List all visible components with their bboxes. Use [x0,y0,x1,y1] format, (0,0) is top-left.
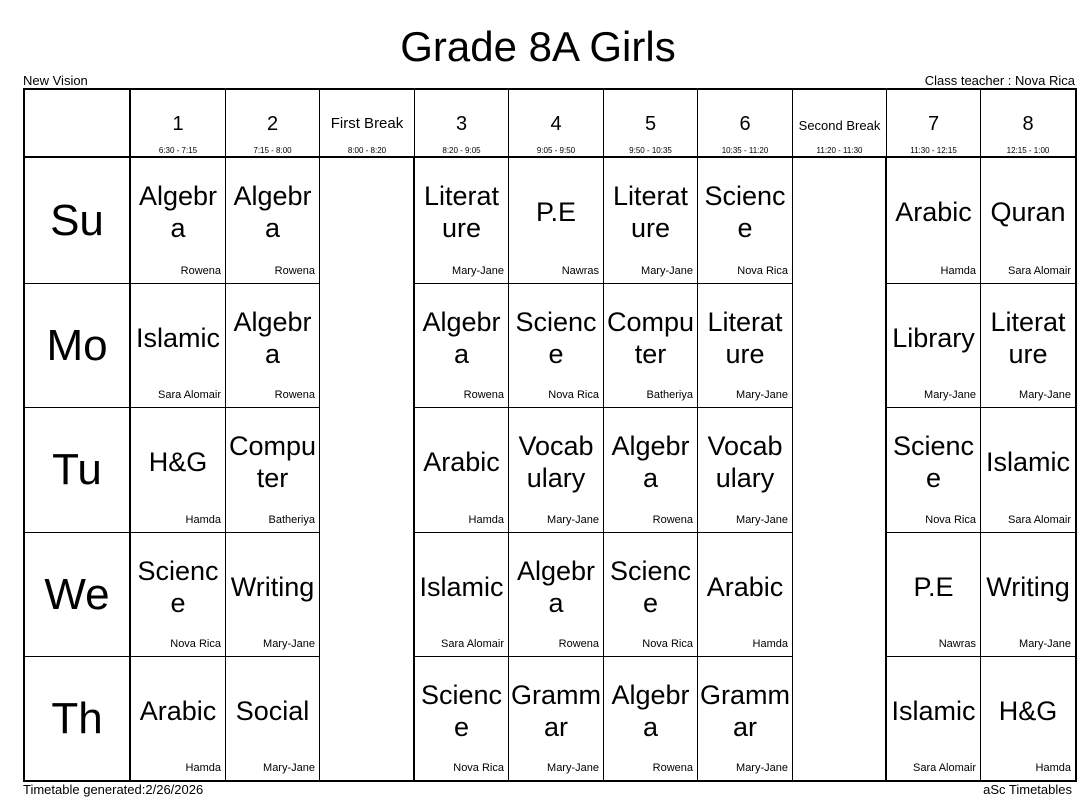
lesson-subject: Writing [986,572,1070,602]
lesson-teacher: Mary-Jane [1019,638,1071,650]
lesson-subject: P.E [535,197,577,227]
timetable-grid [23,88,1077,782]
lesson-subject: Islamic [135,323,220,353]
lesson-teacher: Mary-Jane [641,265,693,277]
lesson-teacher: Rowena [180,265,221,277]
period-header [980,90,1075,158]
lesson-subject: Social [235,696,310,726]
lesson-subject: Science [515,307,597,369]
lesson-subject: Arabic [139,696,217,726]
lesson-subject: Algebra [611,680,690,742]
lesson-subject: Islamic [419,572,504,602]
lesson-subject: Literature [423,181,500,243]
period-label: 1 [172,113,184,135]
period-time: 10:35 - 11:20 [721,146,769,155]
lesson-teacher: Mary-Jane [736,389,788,401]
lesson-subject: Algebra [516,556,596,618]
lesson-subject: Computer [228,431,317,493]
lesson-teacher: Rowena [652,762,693,774]
day-label: Su [25,158,130,283]
period-label: 2 [266,113,279,135]
lesson-teacher: Sara Alomair [441,638,504,650]
lesson-cell [603,283,697,407]
lesson-cell [980,532,1075,656]
lesson-teacher: Mary-Jane [1019,389,1071,401]
lesson-teacher: Mary-Jane [736,762,788,774]
lesson-cell [886,656,980,780]
lesson-teacher: Batheriya [268,514,315,526]
lesson-subject: Arabic [895,197,972,227]
lesson-cell [697,283,792,407]
lesson-subject: Algebra [611,431,690,493]
lesson-teacher: Mary-Jane [263,762,315,774]
lesson-subject: Science [892,431,975,493]
period-label: 3 [455,113,468,135]
lesson-cell [603,532,697,656]
lesson-teacher: Hamda [1035,762,1071,774]
period-time: 6:30 - 7:15 [158,146,198,155]
lesson-cell [225,158,319,283]
lesson-cell [508,407,603,532]
lesson-teacher: Rowena [274,389,315,401]
lesson-cell [697,158,792,283]
lesson-cell [980,407,1075,532]
lesson-cell [508,283,603,407]
lesson-teacher: Batheriya [646,389,693,401]
lesson-teacher: Rowena [463,389,504,401]
period-time: 9:05 - 9:50 [536,146,576,155]
lesson-teacher: Nova Rica [737,265,788,277]
day-label: Th [25,656,130,780]
lesson-subject: Computer [606,307,695,369]
period-time: 8:20 - 9:05 [442,146,481,155]
period-time: 12:15 - 1:00 [1006,146,1050,155]
lesson-subject: Grammar [700,680,790,742]
lesson-teacher: Hamda [185,514,221,526]
day-label: Mo [25,283,130,407]
lesson-teacher: Rowena [652,514,693,526]
lesson-teacher: Hamda [468,514,504,526]
lesson-subject: Literature [990,307,1066,369]
lesson-cell [414,532,508,656]
period-time: 8:00 - 8:20 [347,146,387,155]
lesson-cell [697,407,792,532]
lesson-teacher: Mary-Jane [924,389,976,401]
lesson-cell [225,407,319,532]
lesson-subject: Quran [990,197,1066,227]
period-header [603,90,697,158]
lesson-subject: Vocabulary [707,431,783,493]
lesson-teacher: Hamda [940,265,976,277]
lesson-cell [414,407,508,532]
lesson-subject: Arabic [423,447,500,477]
lesson-subject: Vocabulary [518,431,594,493]
lesson-cell [508,656,603,780]
school-name: New Vision [23,73,88,88]
lesson-cell [414,656,508,780]
lesson-teacher: Rowena [558,638,599,650]
lesson-teacher: Mary-Jane [452,265,504,277]
class-teacher: Class teacher : Nova Rica [924,73,1075,88]
lesson-subject: H&G [148,447,208,477]
page-title: Grade 8A Girls [400,23,676,70]
lesson-subject: Algebra [233,181,312,243]
lesson-subject: Islamic [891,696,976,726]
lesson-cell [980,158,1075,283]
break-column [319,158,414,780]
lesson-teacher: Nova Rica [548,389,599,401]
period-header [130,90,225,158]
lesson-cell [225,656,319,780]
lesson-teacher: Rowena [274,265,315,277]
period-label: 8 [1022,113,1034,135]
lesson-teacher: Hamda [752,638,788,650]
lesson-cell [697,656,792,780]
lesson-teacher: Sara Alomair [158,389,221,401]
period-label: Second Break [798,118,881,133]
period-time: 11:20 - 11:30 [816,146,863,155]
lesson-teacher: Mary-Jane [547,514,599,526]
period-label: First Break [330,115,404,132]
break-header [792,90,886,158]
lesson-cell [603,656,697,780]
lesson-teacher: Nova Rica [642,638,693,650]
lesson-subject: P.E [913,572,954,602]
lesson-subject: Science [704,181,786,243]
period-header [697,90,792,158]
lesson-teacher: Nawras [561,265,599,277]
lesson-cell [414,283,508,407]
period-label: 5 [644,113,657,135]
generated-date: Timetable generated:2/26/2026 [23,782,204,797]
lesson-teacher: Mary-Jane [736,514,788,526]
lesson-cell [697,532,792,656]
lesson-cell [886,283,980,407]
lesson-cell [508,532,603,656]
lesson-teacher: Nova Rica [170,638,221,650]
lesson-subject: H&G [998,696,1058,726]
lesson-cell [130,283,225,407]
lesson-cell [886,158,980,283]
lesson-cell [130,532,225,656]
period-header [225,90,319,158]
lesson-cell [130,158,225,283]
lesson-cell [508,158,603,283]
lesson-subject: Arabic [706,572,784,602]
lesson-cell [414,158,508,283]
lesson-subject: Literature [707,307,783,369]
period-time: 9:50 - 10:35 [629,146,672,155]
lesson-subject: Islamic [985,447,1070,477]
lesson-subject: Algebra [422,307,501,369]
day-label: Tu [25,407,130,532]
period-label: 6 [739,113,751,135]
lesson-subject: Grammar [511,680,601,742]
header-corner [25,90,130,158]
lesson-cell [130,407,225,532]
lesson-teacher: Sara Alomair [1008,514,1071,526]
lesson-cell [603,407,697,532]
lesson-subject: Library [892,323,975,353]
period-header [886,90,980,158]
lesson-cell [225,283,319,407]
period-header [414,90,508,158]
lesson-cell [225,532,319,656]
lesson-cell [886,532,980,656]
lesson-teacher: Mary-Jane [547,762,599,774]
period-header [508,90,603,158]
period-label: 4 [550,113,562,135]
lesson-subject: Science [609,556,692,618]
lesson-subject: Science [137,556,219,618]
lesson-teacher: Nova Rica [925,514,976,526]
day-label: We [25,532,130,656]
lesson-teacher: Nawras [938,638,976,650]
lesson-cell [130,656,225,780]
period-time: 7:15 - 8:00 [253,146,292,155]
lesson-cell [980,283,1075,407]
lesson-subject: Algebra [233,307,312,369]
brand-label: aSc Timetables [983,782,1072,797]
lesson-subject: Algebra [138,181,218,243]
lesson-teacher: Hamda [185,762,221,774]
lesson-teacher: Nova Rica [453,762,504,774]
lesson-cell [603,158,697,283]
lesson-subject: Science [420,680,503,742]
lesson-subject: Writing [230,572,315,602]
lesson-teacher: Sara Alomair [1008,265,1071,277]
lesson-teacher: Sara Alomair [913,762,976,774]
lesson-cell [980,656,1075,780]
break-header [319,90,414,158]
lesson-cell [886,407,980,532]
lesson-subject: Literature [612,181,689,243]
lesson-teacher: Mary-Jane [263,638,315,650]
period-time: 11:30 - 12:15 [910,146,957,155]
break-column [792,158,886,780]
period-label: 7 [927,113,940,135]
